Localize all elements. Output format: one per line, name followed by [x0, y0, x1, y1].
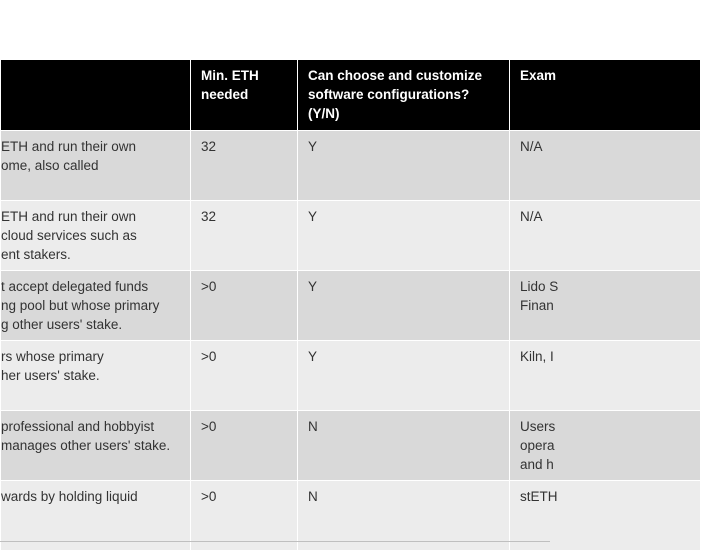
cell-text-line: >0 [201, 489, 217, 504]
cell-text-line: opera [520, 438, 555, 453]
cell-text-line: N [308, 419, 318, 434]
cell-min-eth [191, 341, 298, 411]
cell-software-config [298, 201, 510, 271]
cell-description [1, 271, 191, 341]
cell-text-line: N/A [520, 209, 543, 224]
cell-text-line: Lido S [520, 279, 559, 294]
cell-software-config [298, 131, 510, 201]
cell-software-config [298, 411, 510, 481]
table-row [1, 411, 701, 481]
cell-text-line: Y [308, 139, 318, 154]
cell-text-line: professional and hobbyist [1, 419, 155, 434]
cell-text-line: Min. ETH [201, 68, 259, 83]
cell-text-line: >0 [201, 349, 217, 364]
cell-description [1, 131, 191, 201]
header-examples [510, 60, 701, 131]
cell-text-line: Y [308, 209, 318, 224]
cell-text-line: ent stakers. [1, 247, 71, 262]
cell-examples [510, 201, 701, 271]
cell-text-line: ETH and run their own [1, 139, 137, 154]
cell-text-line: (Y/N) [308, 106, 340, 121]
cell-text-line: N/A [520, 139, 543, 154]
cell-min-eth [191, 201, 298, 271]
cell-text-line: ome, also called [1, 158, 99, 173]
cell-text-line: stETH [520, 489, 558, 504]
cell-description [1, 201, 191, 271]
cell-text-line: Users [520, 419, 556, 434]
cell-text-line: software configurations? [308, 87, 470, 102]
header-min-eth [191, 60, 298, 131]
table-row [1, 481, 701, 551]
cell-text-line: Can choose and customize [308, 68, 483, 83]
table-row [1, 131, 701, 201]
cell-text-line: her users' stake. [1, 368, 100, 383]
table-row [1, 201, 701, 271]
cell-software-config [298, 271, 510, 341]
cell-software-config [298, 341, 510, 411]
cell-text-line: Finan [520, 298, 554, 313]
cell-text-line: 32 [201, 209, 217, 224]
cell-text-line: and h [520, 457, 554, 472]
cell-examples [510, 271, 701, 341]
cell-examples [510, 481, 701, 551]
cell-text-line: Exam [520, 68, 557, 83]
cell-text-line: >0 [201, 419, 217, 434]
cell-text-line: rs whose primary [1, 349, 104, 364]
cell-min-eth [191, 271, 298, 341]
cell-min-eth [191, 131, 298, 201]
staking-comparison-table [0, 59, 559, 542]
cell-examples [510, 131, 701, 201]
cell-min-eth [191, 411, 298, 481]
cell-text-line: g other users' stake. [1, 317, 123, 332]
header-software-config [298, 60, 510, 131]
cell-text-line: N [308, 489, 318, 504]
cell-text-line: ETH and run their own [1, 209, 137, 224]
cell-description [1, 481, 191, 551]
cell-text-line: >0 [201, 279, 217, 294]
cell-description [1, 411, 191, 481]
cell-text-line: t accept delegated funds [1, 279, 149, 294]
table-row [1, 341, 701, 411]
header-description [1, 60, 191, 131]
cell-min-eth [191, 481, 298, 551]
cell-text-line: cloud services such as [1, 228, 137, 243]
table-header-row [1, 60, 701, 131]
cell-examples [510, 341, 701, 411]
cell-text-line: manages other users' stake. [1, 438, 171, 453]
table-row [1, 271, 701, 341]
cell-text-line: wards by holding liquid [1, 489, 138, 504]
cell-text-line: Kiln, I [520, 349, 554, 364]
cell-examples [510, 411, 701, 481]
cell-text-line: Y [308, 349, 318, 364]
cell-text-line: 32 [201, 139, 217, 154]
cell-description [1, 341, 191, 411]
cell-text-line: Y [308, 279, 318, 294]
cell-text-line: ng pool but whose primary [1, 298, 160, 313]
cell-software-config [298, 481, 510, 551]
table-bottom-rule [0, 541, 550, 542]
cell-text-line: needed [201, 87, 249, 102]
